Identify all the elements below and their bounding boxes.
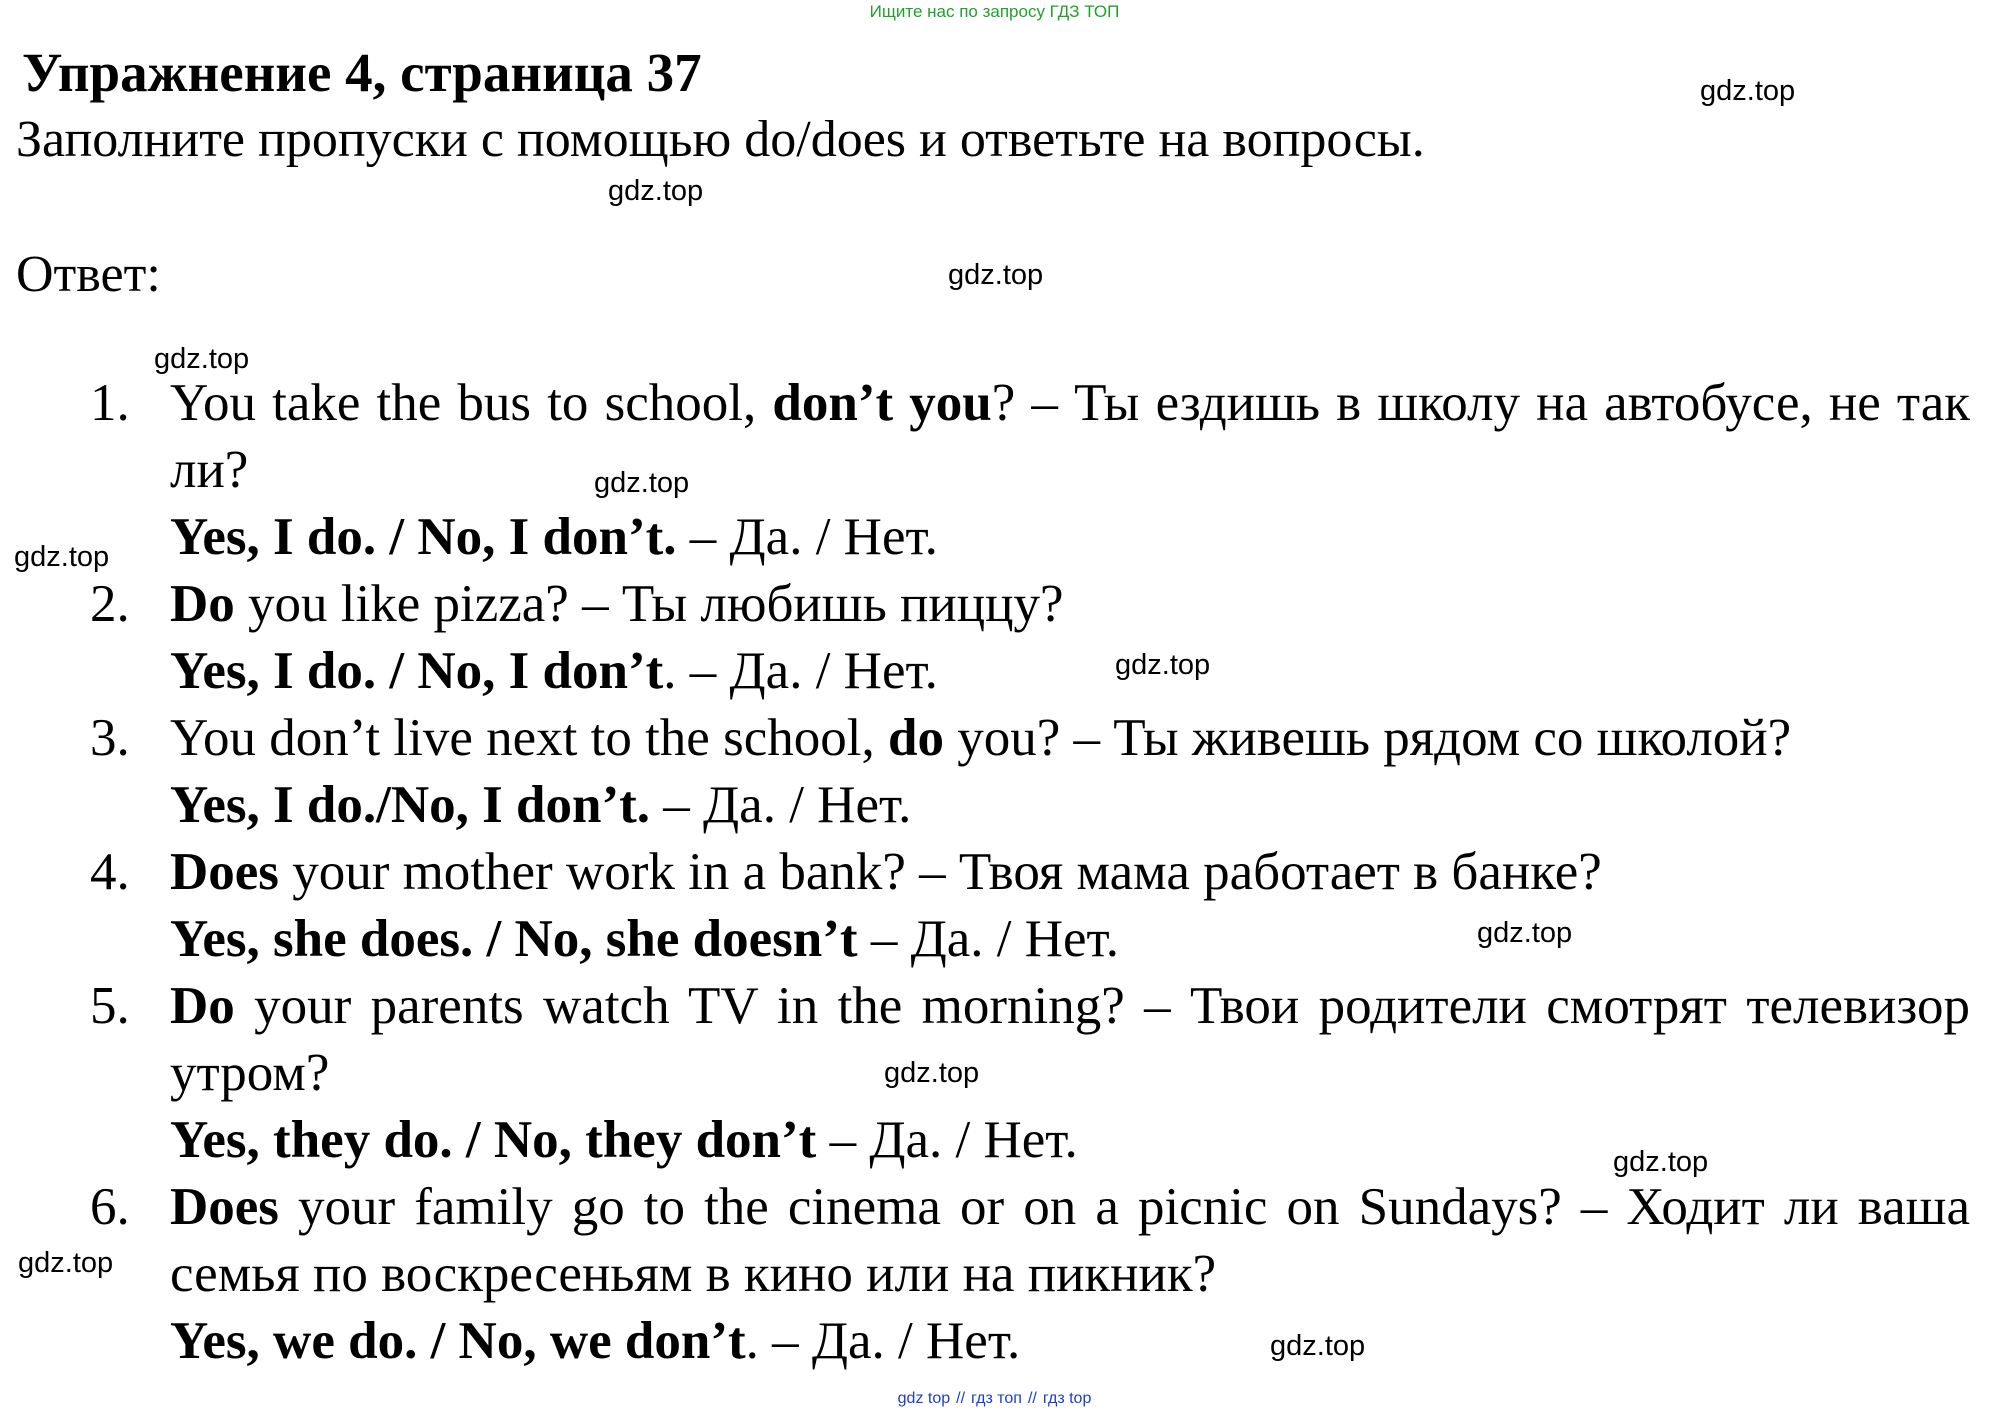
response-translation: . – Да. / Нет. — [745, 1312, 1021, 1370]
answer-body — [170, 370, 1970, 571]
bottom-banner-item: gdz top — [897, 1390, 951, 1407]
response-answer: Yes, I do./No, I don’t. — [170, 776, 651, 834]
response-translation: – Да. / Нет. — [816, 1111, 1078, 1169]
answer-number: 3. — [90, 709, 130, 767]
response-line — [170, 772, 1970, 839]
response-translation: . – Да. / Нет. — [663, 642, 938, 700]
question-text: your mother work in a bank? – Твоя мама работает в банке? — [278, 843, 1602, 901]
inserted-word: Does — [170, 843, 279, 901]
answer-body — [170, 705, 1970, 839]
answer-body — [170, 839, 1970, 973]
question-line — [170, 705, 1970, 772]
inserted-word: Do — [170, 977, 235, 1035]
watermark: gdz.top — [154, 343, 250, 375]
answer-list — [90, 370, 1970, 1375]
answer-item-5 — [90, 973, 1970, 1174]
response-translation: – Да. / Нет. — [676, 508, 938, 566]
answer-number: 1. — [90, 374, 130, 432]
exercise-instruction: Заполните пропуски с помощью do/does и ответьте на вопросы. — [16, 111, 1425, 168]
question-text: your family go to the cinema or on a picnic on Sundays? – Ходит ли ваша семья по воскресеньям в кино или на пикник? — [170, 1178, 1970, 1303]
answer-body — [170, 1174, 1970, 1375]
question-line — [170, 370, 1970, 504]
response-line — [170, 1308, 1970, 1375]
exercise-title: Упражнение 4, страница 37 — [22, 42, 702, 103]
bottom-banner — [0, 1390, 1989, 1408]
question-text: You don’t live next to the school, — [170, 709, 888, 767]
inserted-word: don’t you — [772, 374, 992, 432]
watermark: gdz.top — [948, 259, 1044, 291]
answer-item-3 — [90, 705, 1970, 839]
bottom-banner-item: гдз топ — [971, 1390, 1022, 1407]
watermark: gdz.top — [884, 1057, 980, 1089]
question-text: ? – Ты ездишь в школу на автобусе, не так ли? — [170, 374, 1970, 499]
response-translation: – Да. / Нет. — [857, 910, 1119, 968]
site-banner: Ищите нас по запросу ГДЗ ТОП — [869, 2, 1120, 21]
answer-number: 4. — [90, 843, 130, 901]
answer-item-4 — [90, 839, 1970, 973]
watermark: gdz.top — [1700, 75, 1796, 107]
inserted-word: Do — [170, 575, 235, 633]
bottom-banner-separator: // — [956, 1390, 966, 1407]
answer-body — [170, 571, 1970, 705]
watermark: gdz.top — [14, 541, 110, 573]
watermark: gdz.top — [1477, 917, 1573, 949]
answer-number: 2. — [90, 575, 130, 633]
watermark: gdz.top — [18, 1247, 114, 1279]
question-line — [170, 571, 1970, 638]
bottom-banner-item: гдз top — [1042, 1390, 1092, 1407]
response-answer: Yes, she does. / No, she doesn’t — [170, 910, 858, 968]
question-text: you like pizza? – Ты любишь пиццу? — [234, 575, 1064, 633]
watermark: gdz.top — [608, 175, 704, 207]
watermark: gdz.top — [594, 467, 690, 499]
watermark: gdz.top — [1270, 1330, 1366, 1362]
answer-number: 6. — [90, 1178, 130, 1236]
answer-item-2 — [90, 571, 1970, 705]
response-line — [170, 504, 1970, 571]
answer-label: Ответ: — [16, 246, 161, 303]
inserted-word: Does — [170, 1178, 279, 1236]
watermark: gdz.top — [1613, 1146, 1709, 1178]
response-line — [170, 906, 1970, 973]
response-answer: Yes, I do. / No, I don’t. — [170, 508, 677, 566]
response-answer: Yes, we do. / No, we don’t — [170, 1312, 746, 1370]
question-line — [170, 973, 1970, 1107]
question-line — [170, 839, 1970, 906]
inserted-word: do — [887, 709, 944, 767]
watermark: gdz.top — [1115, 649, 1211, 681]
answer-body — [170, 973, 1970, 1174]
response-translation: – Да. / Нет. — [650, 776, 912, 834]
response-line — [170, 638, 1970, 705]
bottom-banner-separator: // — [1027, 1390, 1037, 1407]
question-text: You take the bus to school, — [170, 374, 773, 432]
answer-item-1 — [90, 370, 1970, 571]
response-answer: Yes, they do. / No, they don’t — [170, 1111, 817, 1169]
question-text: you? – Ты живешь рядом со школой? — [943, 709, 1792, 767]
answer-item-6 — [90, 1174, 1970, 1375]
response-answer: Yes, I do. / No, I don’t — [170, 642, 664, 700]
question-text: your parents watch TV in the morning? – Твои родители смотрят телевизор утром? — [170, 977, 1970, 1102]
question-line — [170, 1174, 1970, 1308]
answer-number: 5. — [90, 977, 130, 1035]
